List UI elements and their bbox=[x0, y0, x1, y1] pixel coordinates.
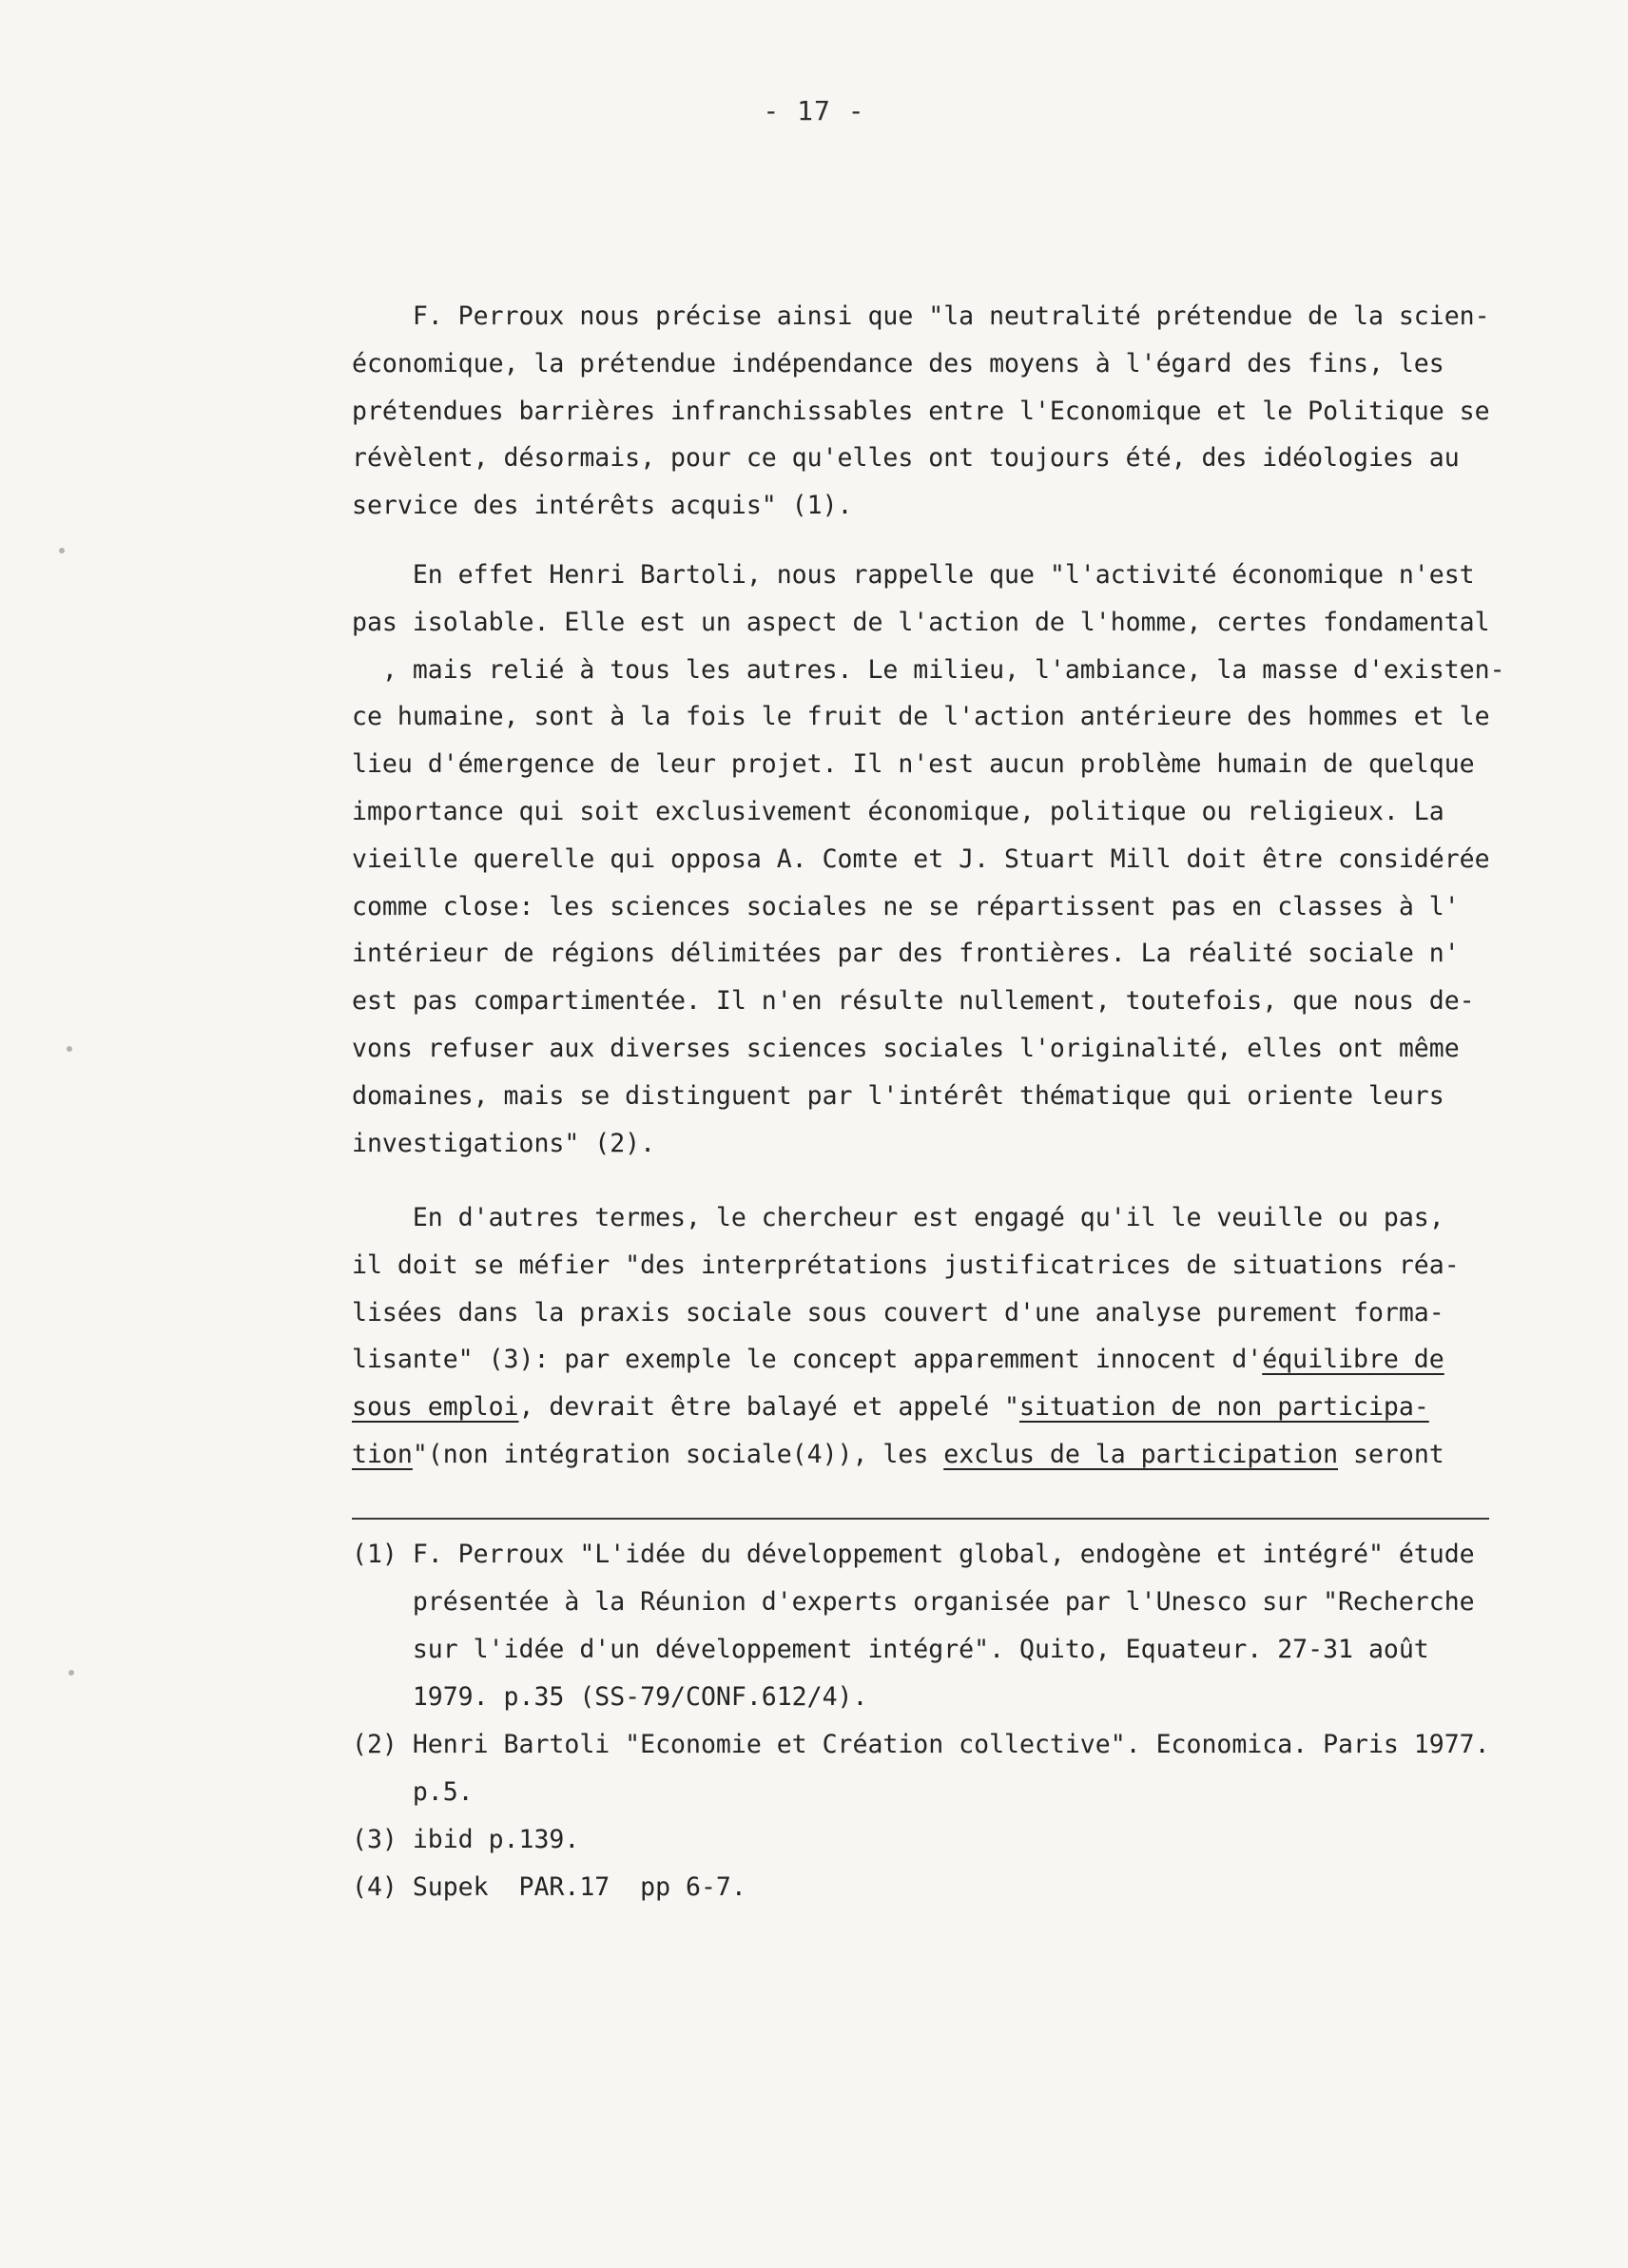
paragraph-3 bbox=[352, 1194, 1521, 1479]
text-line: service des intérêts acquis" (1). bbox=[352, 491, 853, 521]
text-line: comme close: les sciences sociales ne se répartissent pas en classes à l' bbox=[352, 891, 1460, 921]
text-line: lieu d'émergence de leur projet. Il n'est aucun problème humain de quelque bbox=[352, 749, 1475, 780]
text-line: (2) Henri Bartoli "Economie et Création collective". Economica. Paris 1977. bbox=[352, 1730, 1490, 1759]
text-line: vons refuser aux diverses sciences sociales l'originalité, elles ont même bbox=[352, 1033, 1460, 1063]
text-segment: seront bbox=[1338, 1439, 1444, 1469]
underlined-term: tion bbox=[352, 1439, 413, 1469]
text-line: F. Perroux nous précise ainsi que "la neutralité prétendue de la scien- bbox=[352, 301, 1490, 331]
text-line: prétendues barrières infranchissables entre l'Economique et le Politique se bbox=[352, 396, 1490, 426]
text-line: économique, la prétendue indépendance des moyens à l'égard des fins, les bbox=[352, 348, 1444, 378]
underlined-term: équilibre de bbox=[1262, 1345, 1444, 1375]
footnote-4 bbox=[352, 1864, 1521, 1911]
footnote-separator bbox=[352, 1518, 1489, 1520]
text-line: importance qui soit exclusivement économique, politique ou religieux. La bbox=[352, 796, 1444, 826]
text-line: révèlent, désormais, pour ce qu'elles ont toujours été, des idéologies au bbox=[352, 443, 1460, 474]
text-segment: lisante" (3): par exemple le concept apparemment innocent d' bbox=[352, 1345, 1263, 1375]
underlined-term: exclus de la participation bbox=[943, 1439, 1339, 1469]
text-line: investigations" (2). bbox=[352, 1128, 656, 1158]
paragraph-1 bbox=[352, 293, 1521, 530]
text-line bbox=[352, 1336, 1521, 1384]
text-line: (1) F. Perroux "L'idée du développement global, endogène et intégré" étude bbox=[352, 1540, 1475, 1569]
text-line: intérieur de régions délimitées par des frontières. La réalité sociale n' bbox=[352, 939, 1460, 969]
text-line bbox=[352, 1431, 1521, 1479]
text-segment: , devrait être balayé et appelé " bbox=[518, 1392, 1019, 1423]
text-segment: "(non intégration sociale(4)), les bbox=[412, 1439, 944, 1469]
paragraph-2 bbox=[352, 552, 1521, 1167]
text-line: présentée à la Réunion d'experts organisée par l'Unesco sur "Recherche bbox=[352, 1587, 1475, 1617]
text-line: sur l'idée d'un développement intégré". Quito, Equateur. 27-31 août bbox=[352, 1635, 1429, 1664]
text-line: domaines, mais se distinguent par l'intérêt thématique qui oriente leurs bbox=[352, 1080, 1444, 1111]
text-line: (4) Supek PAR.17 pp 6-7. bbox=[352, 1872, 746, 1902]
text-line: (3) ibid p.139. bbox=[352, 1825, 580, 1854]
text-line: ce humaine, sont à la fois le fruit de l'action antérieure des hommes et le bbox=[352, 702, 1490, 732]
footnote-1 bbox=[352, 1531, 1521, 1721]
punch-hole bbox=[68, 1670, 74, 1676]
text-line: pas isolable. Elle est un aspect de l'action de l'homme, certes fondamental bbox=[352, 607, 1490, 637]
underlined-term: sous emploi bbox=[352, 1392, 519, 1423]
underlined-term: situation de non participa- bbox=[1019, 1392, 1429, 1423]
punch-hole bbox=[59, 548, 65, 553]
text-line bbox=[352, 1384, 1521, 1431]
footnote-3 bbox=[352, 1816, 1521, 1864]
text-line: p.5. bbox=[352, 1777, 474, 1807]
text-line: il doit se méfier "des interprétations justificatrices de situations réa- bbox=[352, 1250, 1460, 1280]
page-number: - 17 - bbox=[763, 95, 865, 126]
text-line: est pas compartimentée. Il n'en résulte nullement, toutefois, que nous de- bbox=[352, 986, 1475, 1017]
text-line: , mais relié à tous les autres. Le milieu, l'ambiance, la masse d'existen- bbox=[352, 654, 1505, 685]
text-line: vieille querelle qui opposa A. Comte et J. Stuart Mill doit être considérée bbox=[352, 843, 1490, 874]
punch-hole bbox=[67, 1046, 72, 1052]
text-line: 1979. p.35 (SS-79/CONF.612/4). bbox=[352, 1682, 868, 1712]
footnote-2 bbox=[352, 1721, 1521, 1816]
text-line: En effet Henri Bartoli, nous rappelle que "l'activité économique n'est bbox=[352, 560, 1475, 590]
text-line: En d'autres termes, le chercheur est engagé qu'il le veuille ou pas, bbox=[352, 1203, 1444, 1232]
text-line: lisées dans la praxis sociale sous couvert d'une analyse purement forma- bbox=[352, 1297, 1444, 1328]
